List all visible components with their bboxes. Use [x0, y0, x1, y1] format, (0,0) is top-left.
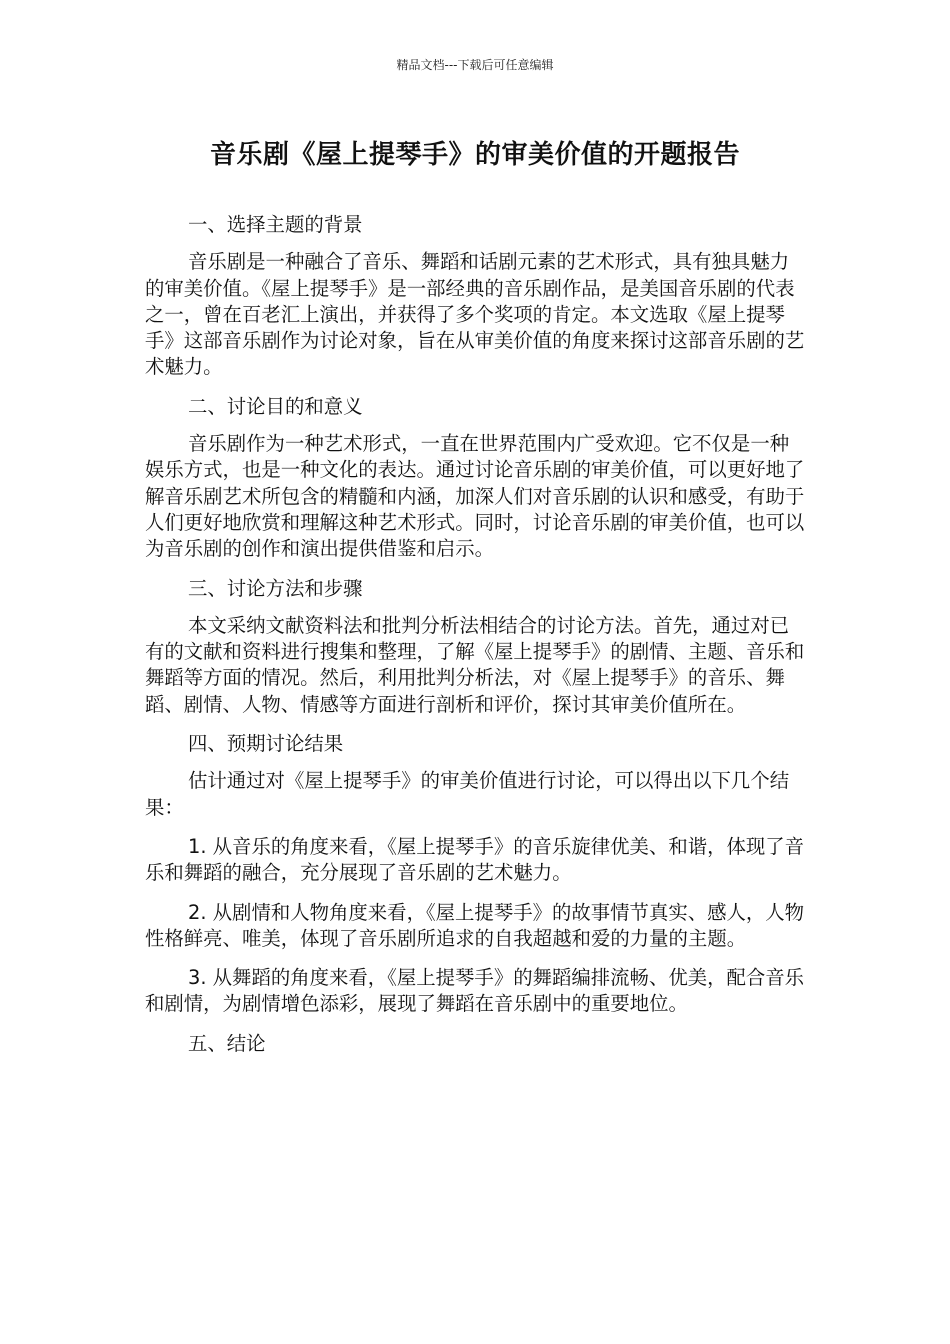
- section-heading-background: 一、选择主题的背景: [188, 213, 363, 236]
- paragraph-purpose: 音乐剧作为一种艺术形式，一直在世界范围内广受欢迎。它不仅是一种娱乐方式，也是一种文化的表达。通过讨论音乐剧的审美价值，可以更好地了解音乐剧艺术所包含的精髓和内涵，加深人们对音乐剧的认识和感受，有助于人们更好地欣赏和理解这种艺术形式。同时，讨论音乐剧的审美价值，也可以为音乐剧的创作和演出提供借鉴和启示。: [145, 432, 805, 561]
- section-heading-expected-results: 四、预期讨论结果: [188, 732, 344, 756]
- section-heading-purpose: 二、讨论目的和意义: [188, 394, 363, 418]
- document-body: [145, 212, 805, 1068]
- paragraph-expected-intro: 估计通过对《屋上提琴手》的审美价值进行讨论，可以得出以下几个结果：: [145, 769, 790, 819]
- paragraph-background: 音乐剧是一种融合了音乐、舞蹈和话剧元素的艺术形式，具有独具魅力的审美价值。《屋上提琴手》是一部经典的音乐剧作品，是美国音乐剧的代表之一，曾在百老汇上演出，并获得了多个奖项的肯定。本文选取《屋上提琴手》这部音乐剧作为讨论对象，旨在从审美价值的角度来探讨这部音乐剧的艺术魅力。: [145, 250, 805, 379]
- paragraph-result-plot: 2. 从剧情和人物角度来看，《屋上提琴手》的故事情节真实、感人，人物性格鲜亮、唯美，体现了音乐剧所追求的自我超越和爱的力量的主题。: [145, 900, 805, 950]
- paragraph-method: 本文采纳文献资料法和批判分析法相结合的讨论方法。首先，通过对已有的文献和资料进行搜集和整理，了解《屋上提琴手》的剧情、主题、音乐和舞蹈等方面的情况。然后，利用批判分析法，对《屋上提琴手》的音乐、舞蹈、剧情、人物、情感等方面进行剖析和评价，探讨其审美价值所在。: [145, 613, 805, 716]
- section-heading-conclusion: 五、结论: [188, 1031, 266, 1055]
- section-heading-method: 三、讨论方法和步骤: [188, 576, 363, 600]
- paragraph-result-dance: 3. 从舞蹈的角度来看，《屋上提琴手》的舞蹈编排流畅、优美，配合音乐和剧情，为剧情增色添彩，展现了舞蹈在音乐剧中的重要地位。: [145, 966, 805, 1016]
- header-watermark: 精品文档---下载后可任意编辑: [396, 58, 554, 72]
- paragraph-result-music: 1. 从音乐的角度来看，《屋上提琴手》的音乐旋律优美、和谐，体现了音乐和舞蹈的融合，充分展现了音乐剧的艺术魅力。: [145, 834, 805, 885]
- document-title: 音乐剧《屋上提琴手》的审美价值的开题报告: [209, 140, 740, 170]
